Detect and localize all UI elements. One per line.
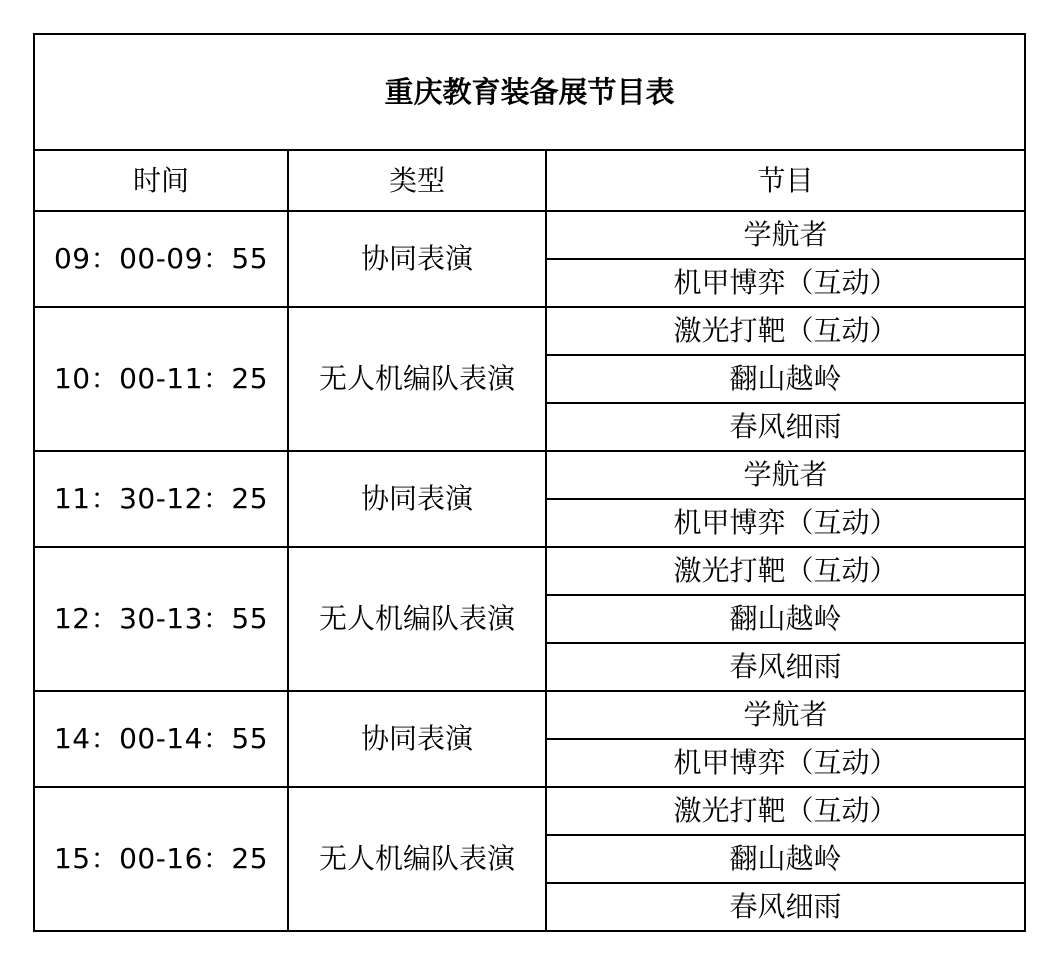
time-cell: 12：30-13：55 bbox=[34, 547, 288, 691]
type-cell: 协同表演 bbox=[288, 451, 546, 547]
program-cell: 机甲博弈（互动） bbox=[546, 259, 1025, 307]
schedule-title: 重庆教育装备展节目表 bbox=[34, 34, 1025, 150]
program-cell: 春风细雨 bbox=[546, 883, 1025, 931]
time-cell: 09：00-09：55 bbox=[34, 211, 288, 307]
time-cell: 15：00-16：25 bbox=[34, 787, 288, 931]
type-cell: 无人机编队表演 bbox=[288, 307, 546, 451]
time-cell: 11：30-12：25 bbox=[34, 451, 288, 547]
table-row bbox=[34, 787, 1025, 835]
table-row bbox=[34, 211, 1025, 259]
type-cell: 无人机编队表演 bbox=[288, 547, 546, 691]
header-program: 节目 bbox=[546, 150, 1025, 211]
program-cell: 学航者 bbox=[546, 691, 1025, 739]
type-cell: 协同表演 bbox=[288, 211, 546, 307]
program-cell: 春风细雨 bbox=[546, 643, 1025, 691]
type-cell: 无人机编队表演 bbox=[288, 787, 546, 931]
table-row bbox=[34, 451, 1025, 499]
table-row bbox=[34, 307, 1025, 355]
program-cell: 机甲博弈（互动） bbox=[546, 499, 1025, 547]
time-cell: 14：00-14：55 bbox=[34, 691, 288, 787]
time-cell: 10：00-11：25 bbox=[34, 307, 288, 451]
program-cell: 翻山越岭 bbox=[546, 595, 1025, 643]
program-cell: 激光打靶（互动） bbox=[546, 547, 1025, 595]
type-cell: 协同表演 bbox=[288, 691, 546, 787]
header-time: 时间 bbox=[34, 150, 288, 211]
program-cell: 春风细雨 bbox=[546, 403, 1025, 451]
table-row bbox=[34, 547, 1025, 595]
program-cell: 激光打靶（互动） bbox=[546, 787, 1025, 835]
program-cell: 机甲博弈（互动） bbox=[546, 739, 1025, 787]
program-cell: 学航者 bbox=[546, 211, 1025, 259]
header-type: 类型 bbox=[288, 150, 546, 211]
table-row bbox=[34, 691, 1025, 739]
program-cell: 翻山越岭 bbox=[546, 355, 1025, 403]
program-cell: 学航者 bbox=[546, 451, 1025, 499]
schedule-table bbox=[33, 33, 1026, 932]
program-cell: 翻山越岭 bbox=[546, 835, 1025, 883]
header-row bbox=[34, 150, 1025, 211]
title-row bbox=[34, 34, 1025, 150]
program-cell: 激光打靶（互动） bbox=[546, 307, 1025, 355]
